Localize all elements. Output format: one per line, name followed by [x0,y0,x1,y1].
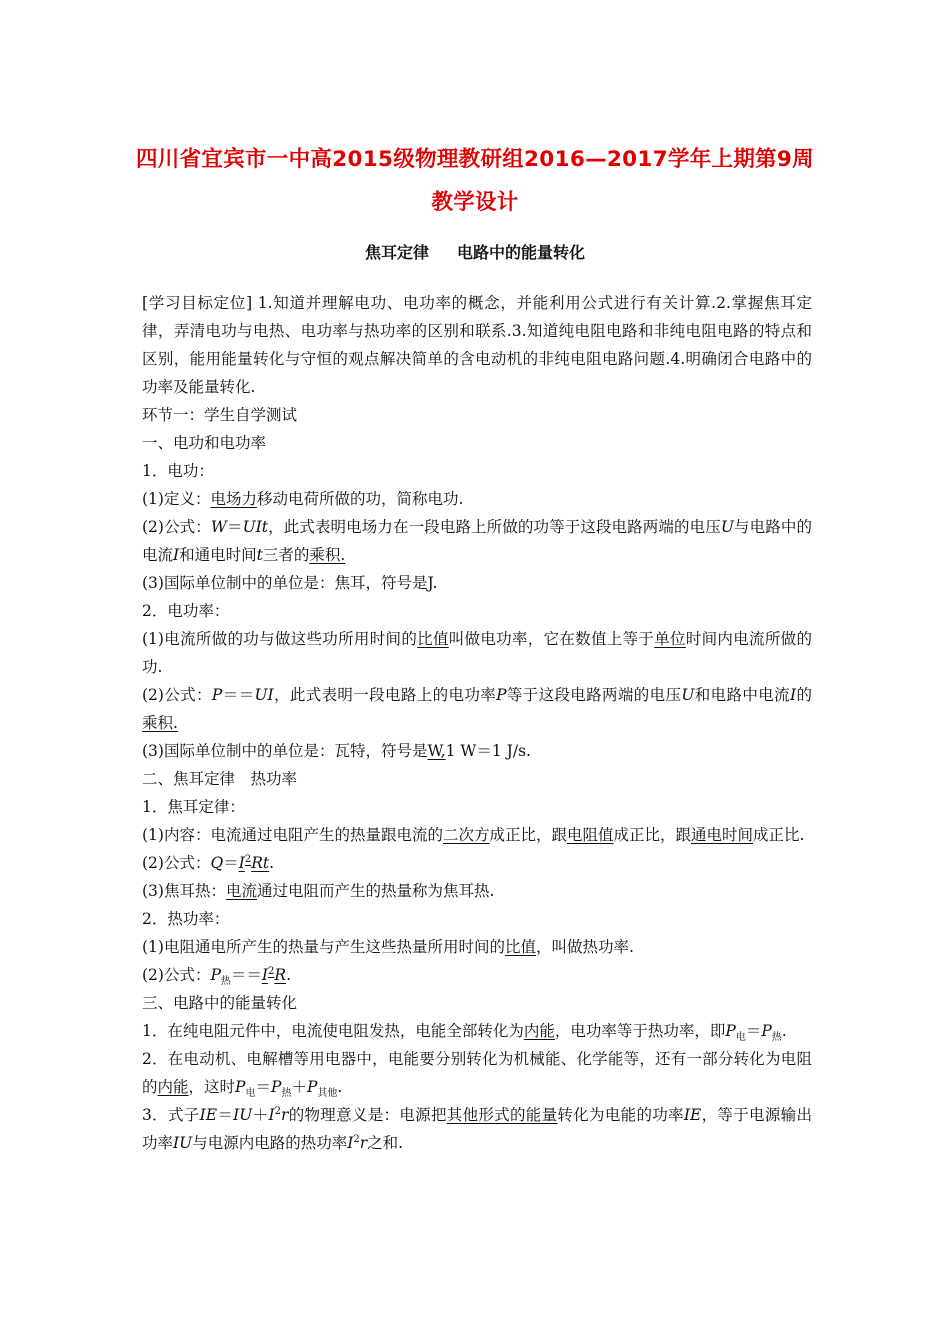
section-heading: 环节一：学生自学测试 [142,406,298,424]
formula-line: (2)公式：W＝UIt，此式表明电场力在一段电路上所做的功等于这段电路两端的电压U与电路中的电流I和通电时间t三者的乘积. [142,518,812,564]
lesson-body [142,289,812,1157]
learning-objectives: [学习目标定位] 1.知道并理解电功、电功率的概念，并能利用公式进行有关计算.2.掌握焦耳定律，弄清电功与电热、电功率与热功率的区别和联系.3.知道纯电阻电路和非纯电阻电路的特点和区别，能用能量转化与守恒的观点解决简单的含电动机的非纯电阻电路问题.4.明确闭合电路中的功率及能量转化. [142,294,812,396]
item-heading: 1．电功： [142,462,214,480]
heat-power-definition: (1)电阻通电所产生的热量与产生这些热量所用时间的比值，叫做热功率. [142,938,634,956]
joule-heat-line: (3)焦耳热：电流通过电阻而产生的热量称为焦耳热. [142,882,495,900]
power-unit: (3)国际单位制中的单位是：瓦特，符号是W,1 W＝1 J/s. [142,742,531,760]
unit-line: (3)国际单位制中的单位是：焦耳，符号是J. [142,574,438,592]
item-heading: 1．焦耳定律： [142,798,245,816]
energy-item-3: 3．式子$IE=IU+I^2r$的物理意义是：电源把其他形式的能量转化为电能的功率IE，等于电源输出功率IU与电源内电路的热功率$I^2r$之和. [142,1105,812,1152]
power-definition: (1)电流所做的功与做这些功所用时间的比值叫做电功率，它在数值上等于单位时间内电流所做的功. [142,630,812,676]
joule-law-formula: (2)公式：$Q=I^2Rt$. [142,853,275,872]
energy-item-2: 2．在电动机、电解槽等用电器中，电能要分别转化为机械能、化学能等，还有一部分转化为电阻的内能，这时$P_电=P_热+P_{其他}$. [142,1050,812,1100]
definition-line: (1)定义：电场力移动电荷所做的功，简称电功. [142,490,464,508]
part-heading: 一、电功和电功率 [142,434,267,452]
heat-power-formula: (2)公式：$P_热==I^2R$. [142,965,292,988]
lesson-subtitle: 焦耳定律 电路中的能量转化 [364,243,586,262]
power-formula: (2)公式：P＝＝UI，此式表明一段电路上的电功率P等于这段电路两端的电压U和电路中电流I的乘积. [142,686,812,732]
document-title [120,138,830,224]
title-line-1: 四川省宜宾市一中高2015级物理教研组2016—2017学年上期第9周 [136,147,814,172]
title-line-2: 教学设计 [431,190,519,215]
item-heading: 2．电功率： [142,602,230,620]
part-heading: 三、电路中的能量转化 [142,994,298,1012]
part-heading: 二、焦耳定律 热功率 [142,770,298,788]
joule-law-content: (1)内容：电流通过电阻产生的热量跟电流的二次方成正比，跟电阻值成正比，跟通电时间成正比. [142,826,805,844]
energy-item-1: 1．在纯电阻元件中，电流使电阻发热，电能全部转化为内能，电功率等于热功率，即$P_电=P_热$. [142,1022,787,1044]
item-heading: 2．热功率： [142,910,230,928]
